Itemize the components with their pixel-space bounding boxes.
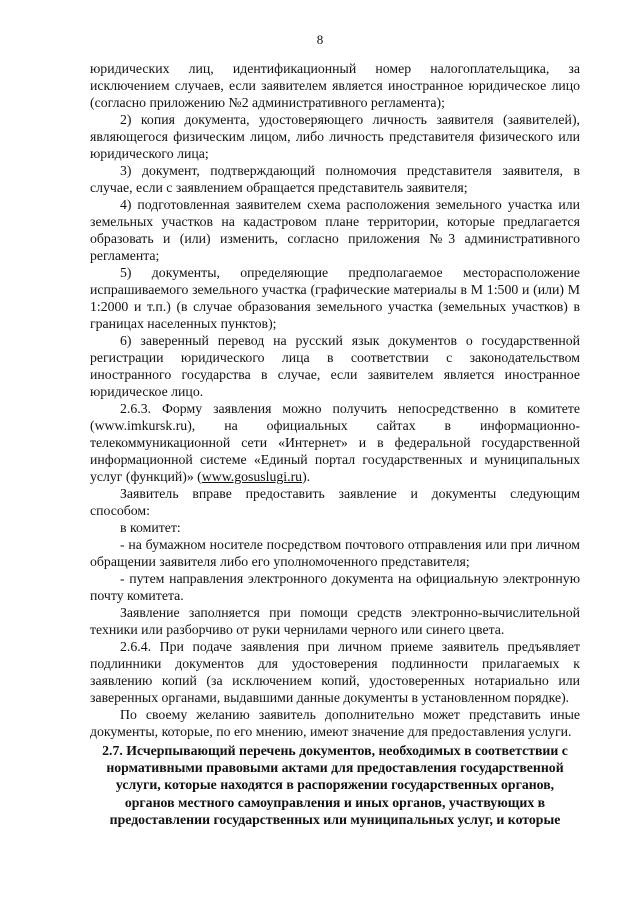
paragraph-item-5: 5) документы, определяющие предполагаемое месторасположение испрашиваемого земельного участка (графические материалы в М 1:500 и (или) М 1:2000 и т.п.) (в случае образования земельного участка (земельных участков) в границах населенных пунктов); xyxy=(90,265,580,331)
paragraph-2-6-4: 2.6.4. При подаче заявления при личном приеме заявитель предъявляет подлинники документов для удостоверения подлинности прилагаемых к заявлению копий (за исключением копий, удостоверенных нотариально или заверенных органами, выдавшими данные документы в установленном порядке). xyxy=(90,639,580,705)
gosuslugi-link[interactable]: www.gosuslugi.ru xyxy=(201,469,303,484)
paragraph-2-6-3 xyxy=(90,400,580,485)
paragraph-1-continuation: юридических лиц, идентификационный номер налогоплательщика, за исключением случаев, если заявителем является иностранное юридическое лицо (согласно приложению №2 административного регламента); xyxy=(90,61,580,110)
paragraph-item-6: 6) заверенный перевод на русский язык документов о государственной регистрации юридического лица в соответствии с законодательством иностранного государства в случае, если заявителем является иностранное юридическое лицо. xyxy=(90,333,580,399)
paragraph-item-2: 2) копия документа, удостоверяющего личность заявителя (заявителей), являющегося физическим лицом, либо личность представителя физического или юридического лица; xyxy=(90,112,580,161)
document-body xyxy=(90,60,580,740)
paragraph-2-6-3-end: ). xyxy=(302,469,311,484)
paragraph-filling-rules: Заявление заполняется при помощи средств электронно-вычислительной техники или разборчиво от руки чернилами черного или синего цвета. xyxy=(90,605,580,637)
paragraph-to-committee: в комитет: xyxy=(120,520,181,535)
paragraph-electronic-method: - путем направления электронного документа на официальную электронную почту комитета. xyxy=(90,571,580,603)
paragraph-item-3: 3) документ, подтверждающий полномочия представителя заявителя, в случае, если с заявлением обращается представитель заявителя; xyxy=(90,163,580,195)
paragraph-2-6-3-text: 2.6.3. Форму заявления можно получить непосредственно в комитете (www.imkursk.ru), на официальных сайтах в информационно-телекоммуникационной сети «Интернет» и в федеральной государственной информационной системе «Единый портал государственных и муниципальных услуг (функций)» ( xyxy=(90,401,580,484)
paragraph-item-4: 4) подготовленная заявителем схема расположения земельного участка или земельных участков на кадастровом плане территории, которые предлагается образовать и (или) изменить, согласно приложения №3 административного регламента; xyxy=(90,197,580,263)
section-heading-2-7: 2.7. Исчерпывающий перечень документов, необходимых в соответствии с нормативными правовыми актами для предоставления государственной услуги, которые находятся в распоряжении государственных органов, органов местного самоуправления и иных органов, участвующих в предоставлении государственных или муниципальных услуг, и которые xyxy=(102,743,568,827)
paragraph-paper-method: - на бумажном носителе посредством почтового отправления или при личном обращении заявителя либо его уполномоченного представителя; xyxy=(90,537,580,569)
paragraph-additional-docs: По своему желанию заявитель дополнительно может представить иные документы, которые, по его мнению, имеют значение для предоставления услуги. xyxy=(90,707,580,739)
page-number: 8 xyxy=(316,32,324,47)
paragraph-submission-methods: Заявитель вправе предоставить заявление и документы следующим способом: xyxy=(90,486,580,518)
